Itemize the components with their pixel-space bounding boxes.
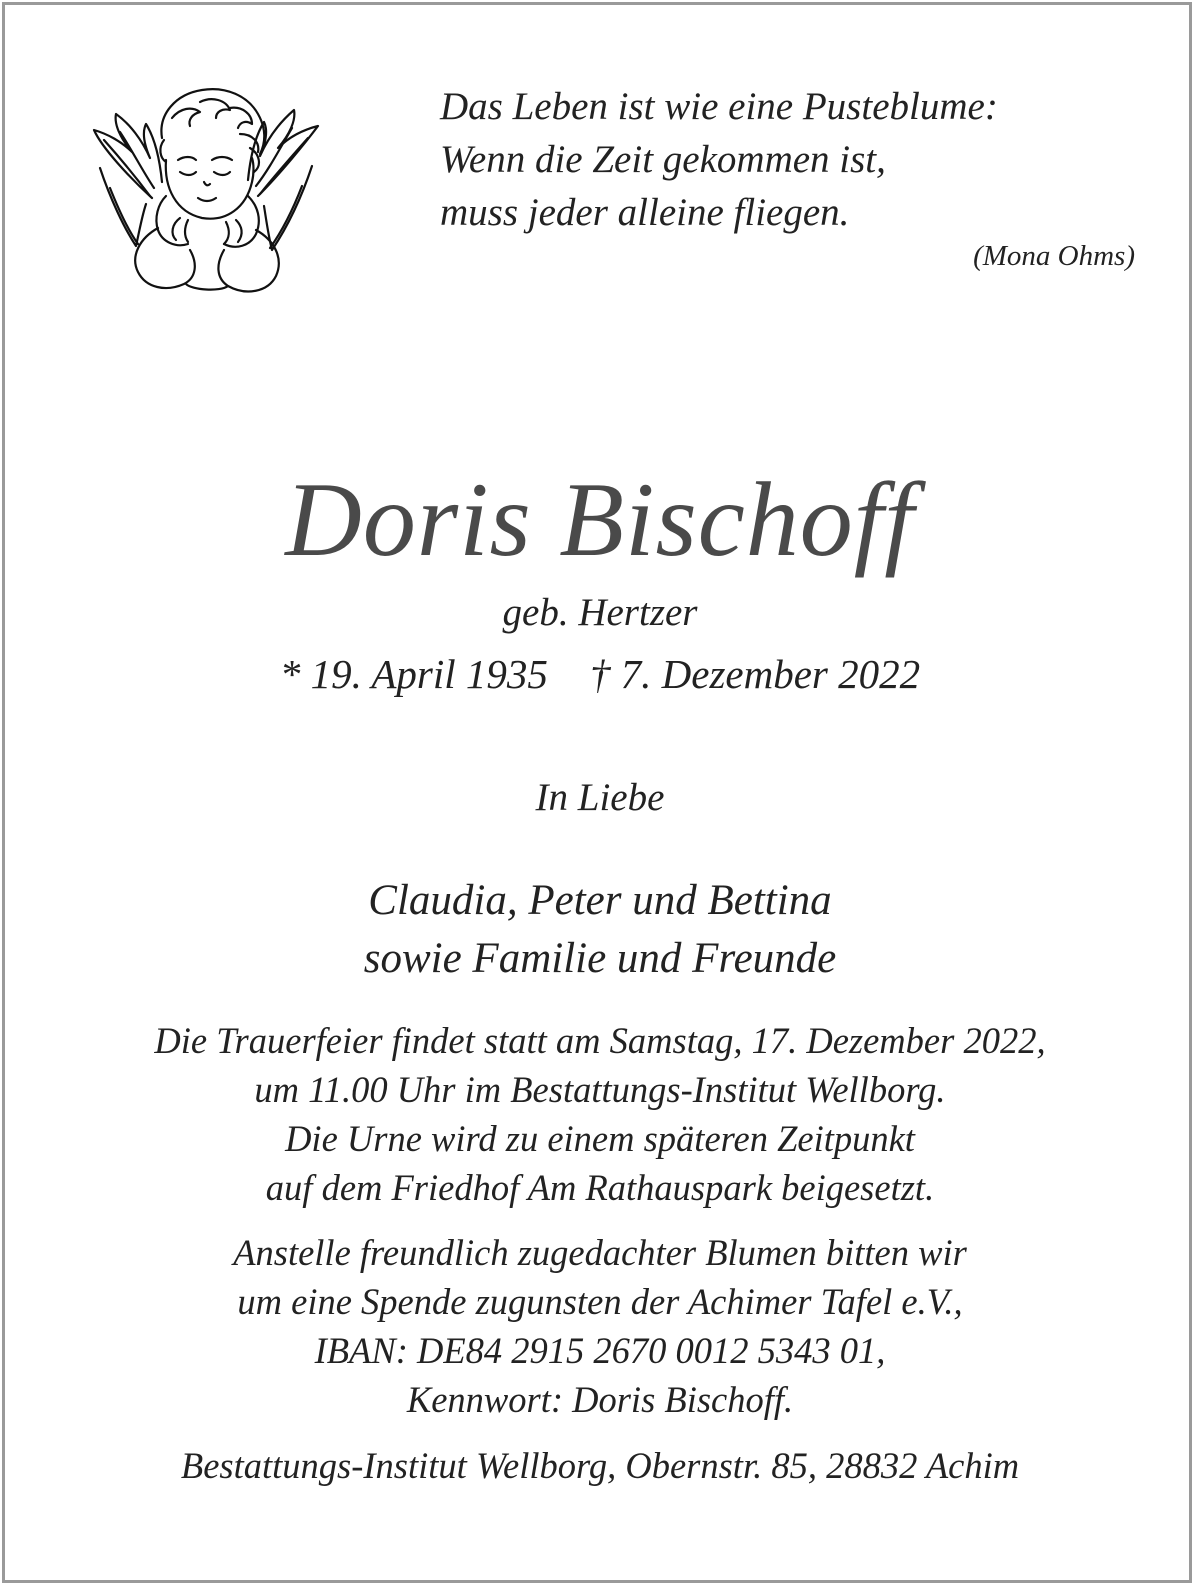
ceremony-line: auf dem Friedhof Am Rathauspark beigesetzt. <box>265 1167 935 1208</box>
survivors <box>0 872 1200 988</box>
life-dates <box>0 650 1200 698</box>
quote-author: (Mona Ohms) <box>973 240 1135 272</box>
donation-line: Anstelle freundlich zugedachter Blumen bitten wir <box>233 1232 967 1273</box>
donation-line: IBAN: DE84 2915 2670 0012 5343 01, <box>314 1330 886 1371</box>
funeral-home-address: Bestattungs-Institut Wellborg, Obernstr. 85, 28832 Achim <box>180 1445 1020 1486</box>
donation-line: um eine Spende zugunsten der Achimer Tafel e.V., <box>237 1281 963 1322</box>
closing-phrase: In Liebe <box>535 776 665 819</box>
quote-line: Wenn die Zeit gekommen ist, <box>440 138 886 181</box>
deceased-name: Doris Bischoff <box>285 461 915 578</box>
quote-line: Das Leben ist wie eine Pusteblume: <box>440 85 998 128</box>
ceremony-line: um 11.00 Uhr im Bestattungs-Institut Wellborg. <box>254 1069 946 1110</box>
survivors-line: sowie Familie und Freunde <box>363 935 837 982</box>
quote <box>440 80 1140 239</box>
ceremony-line: Die Trauerfeier findet statt am Samstag, 17. Dezember 2022, <box>154 1020 1046 1061</box>
survivors-line: Claudia, Peter und Bettina <box>368 877 832 924</box>
maiden-name: geb. Hertzer <box>502 591 698 634</box>
quote-line: muss jeder alleine fliegen. <box>440 191 850 234</box>
ceremony-line: Die Urne wird zu einem späteren Zeitpunkt <box>285 1118 915 1159</box>
donation-line: Kennwort: Doris Bischoff. <box>406 1379 794 1420</box>
death-date: † 7. Dezember 2022 <box>589 651 921 697</box>
birth-date: * 19. April 1935 <box>279 651 548 697</box>
donation-info <box>0 1228 1200 1424</box>
ceremony-info <box>0 1016 1200 1212</box>
angel-icon <box>80 78 335 310</box>
